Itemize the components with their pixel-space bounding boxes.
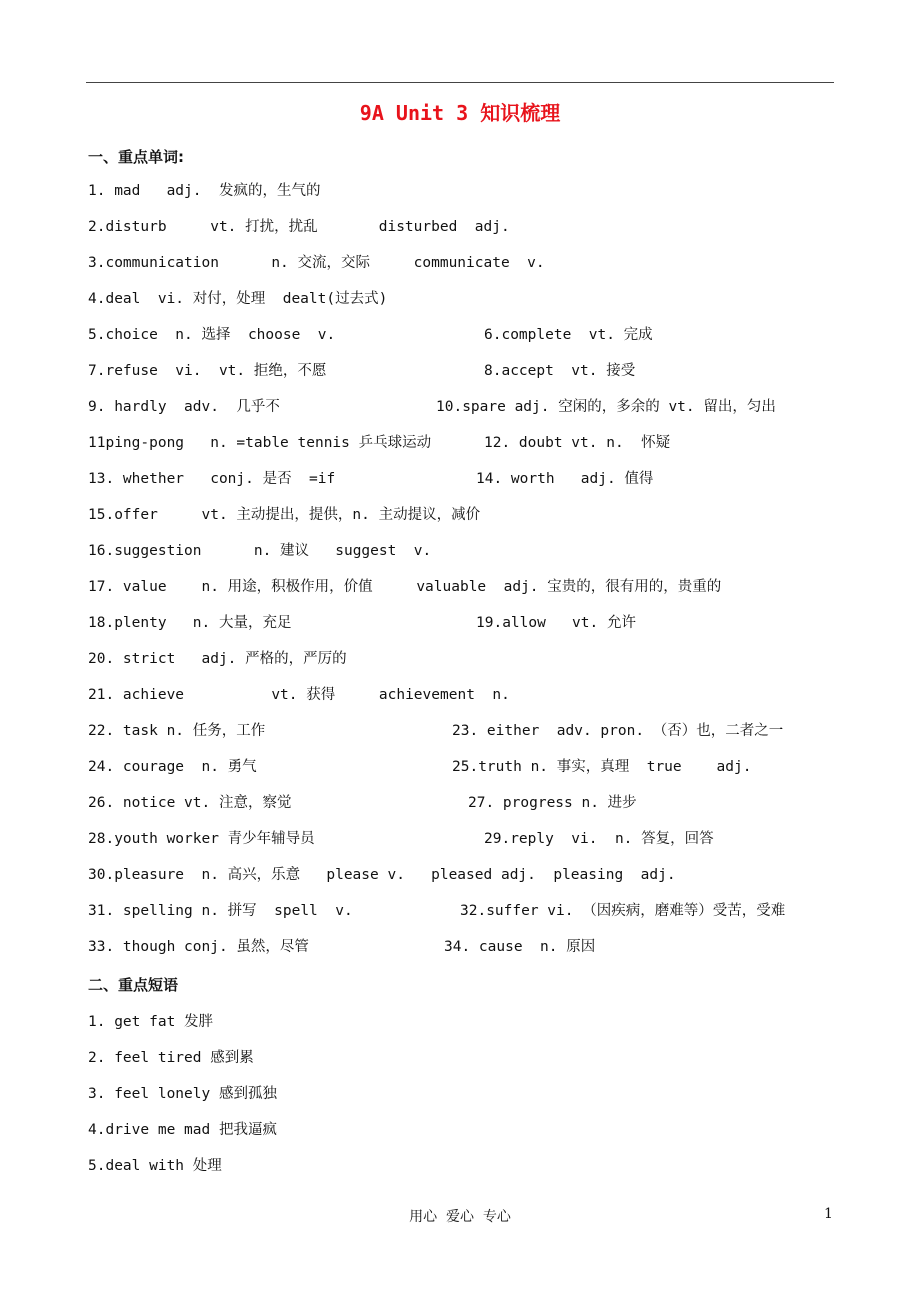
word-item-1: 1. mad adj. 发疯的，生气的 [88,183,321,199]
word-item-8: 8.accept vt. 接受 [484,363,636,379]
word-item-26: 26. notice vt. 注意，察觉 [88,795,292,811]
phrase-item-4: 4.drive me mad 把我逼疯 [88,1122,277,1138]
word-item-18: 18.plenty n. 大量，充足 [88,615,292,631]
word-item-19: 19.allow vt. 允许 [476,615,636,631]
section-heading-phrases: 二、重点短语 [88,976,179,994]
section-heading-words: 一、重点单词: [88,148,184,166]
word-item-10: 10.spare adj. 空闲的，多余的 vt. 留出，匀出 [436,399,776,415]
word-item-15: 15.offer vt. 主动提出，提供，n. 主动提议，减价 [88,507,481,523]
phrase-item-2: 2. feel tired 感到累 [88,1050,254,1066]
word-item-21: 21. achieve vt. 获得 achievement n. [88,687,510,703]
word-item-29: 29.reply vi. n. 答复，回答 [484,831,714,847]
word-item-25: 25.truth n. 事实，真理 true adj. [452,759,752,775]
page-number: 1 [824,1206,833,1222]
word-item-24: 24. courage n. 勇气 [88,759,257,775]
word-item-30: 30.pleasure n. 高兴，乐意 please v. pleased adj. pleasing adj. [88,867,676,883]
word-item-17: 17. value n. 用途，积极作用，价值 valuable adj. 宝贵的，很有用的，贵重的 [88,579,722,595]
word-item-34: 34. cause n. 原因 [444,939,596,955]
phrase-item-5: 5.deal with 处理 [88,1158,222,1174]
phrase-item-1: 1. get fat 发胖 [88,1014,214,1030]
word-item-7: 7.refuse vi. vt. 拒绝，不愿 [88,363,327,379]
word-item-6: 6.complete vt. 完成 [484,327,653,343]
word-item-14: 14. worth adj. 值得 [476,471,654,487]
page-title: 9A Unit 3 知识梳理 [359,101,561,125]
word-item-9: 9. hardly adv. 几乎不 [88,399,280,415]
word-item-16: 16.suggestion n. 建议 suggest v. [88,543,432,559]
word-item-31: 31. spelling n. 拼写 spell v. [88,903,353,919]
word-item-23: 23. either adv. pron. （否）也，二者之一 [452,723,784,739]
phrase-item-3: 3. feel lonely 感到孤独 [88,1086,277,1102]
word-item-5: 5.choice n. 选择 choose v. [88,327,336,343]
page-footer: 用心 爱心 专心 [409,1209,511,1225]
word-item-2: 2.disturb vt. 打扰，扰乱 disturbed adj. [88,219,510,235]
word-item-27: 27. progress n. 进步 [468,795,637,811]
top-rule [86,82,834,83]
word-item-12: 12. doubt vt. n. 怀疑 [484,435,671,451]
word-item-13: 13. whether conj. 是否 =if [88,471,336,487]
word-item-28: 28.youth worker 青少年辅导员 [88,831,315,847]
word-item-11: 11ping-pong n. =table tennis 乒乓球运动 [88,435,432,451]
word-item-33: 33. though conj. 虽然，尽管 [88,939,309,955]
word-item-3: 3.communication n. 交流，交际 communicate v. [88,255,545,271]
word-item-4: 4.deal vi. 对付，处理 dealt(过去式) [88,291,388,307]
word-item-32: 32.suffer vi. （因疾病，磨难等）受苦，受难 [460,903,786,919]
word-item-22: 22. task n. 任务，工作 [88,723,266,739]
word-item-20: 20. strict adj. 严格的，严厉的 [88,651,347,667]
